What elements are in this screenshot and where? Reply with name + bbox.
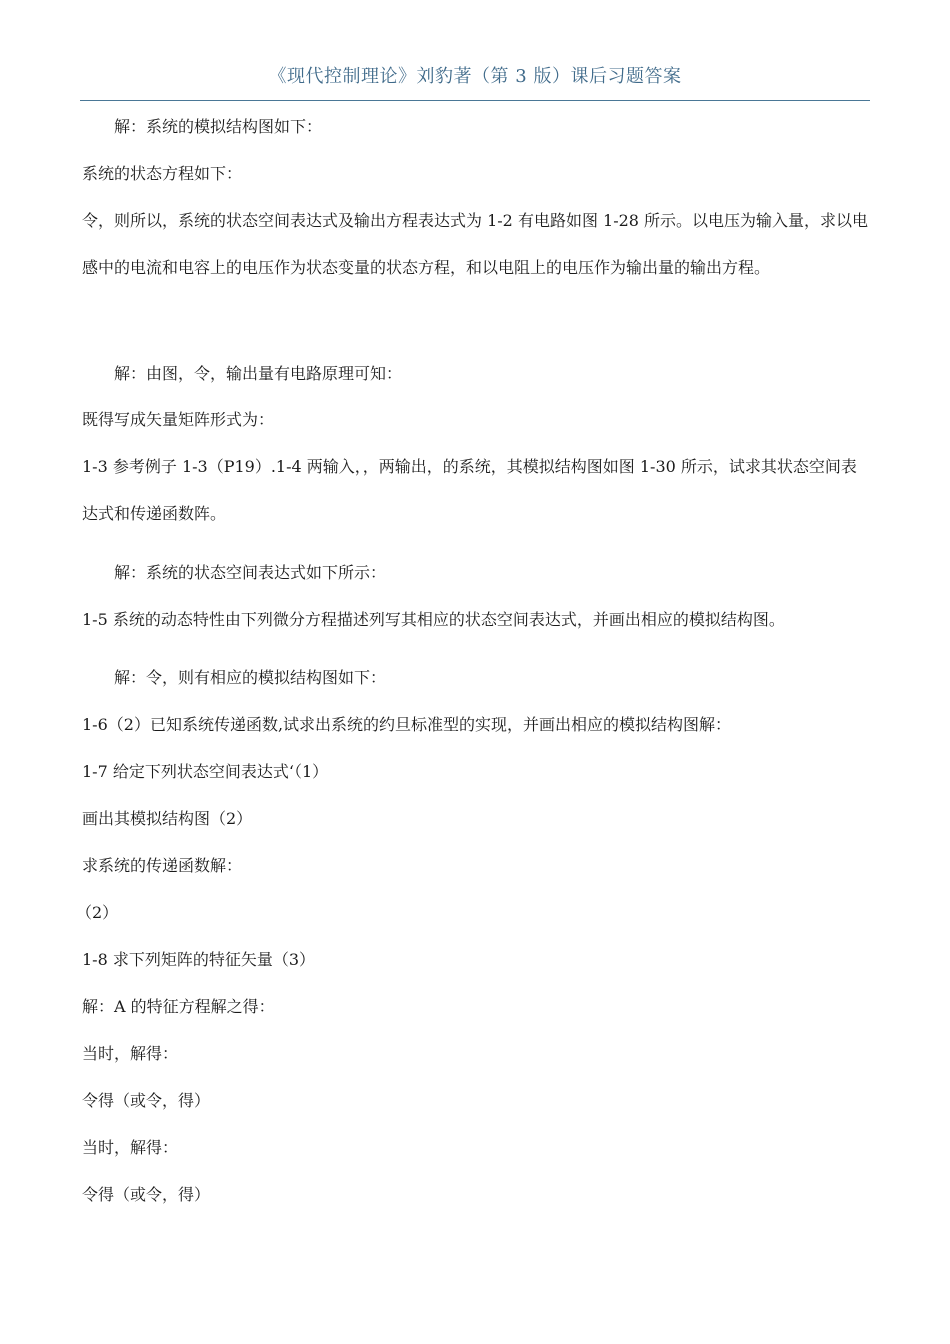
paragraph-solution-3: 解：系统的状态空间表达式如下所示：: [114, 563, 387, 582]
paragraph-problem-1-5: 1-5 系统的动态特性由下列微分方程描述列写其相应的状态空间表达式，并画出相应的模拟结构图。: [82, 610, 785, 629]
paragraph-draw-diagram: 画出其模拟结构图（2）: [82, 809, 253, 828]
paragraph-part-2: （2）: [76, 903, 119, 922]
paragraph-transfer-function: 求系统的传递函数解：: [82, 856, 243, 875]
paragraph-problem-1-2: 令，则所以，系统的状态空间表达式及输出方程表达式为 1-2 有电路如图 1-28 所示。以电压为输入量，求以电感中的电流和电容上的电压作为状态变量的状态方程，和以电阻上的电压作为输出量的输出方程。: [82, 211, 869, 277]
page-header-title: 《现代控制理论》刘豹著（第 3 版）课后习题答案: [268, 66, 682, 87]
paragraph-solution-2: 解：由图，令，输出量有电路原理可知：: [114, 364, 403, 383]
header-divider: [80, 100, 870, 101]
paragraph-let-1: 令得（或令，得）: [82, 1091, 211, 1110]
paragraph-let-2: 令得（或令，得）: [82, 1185, 211, 1204]
paragraph-solution-4: 解：令，则有相应的模拟结构图如下：: [114, 668, 387, 687]
paragraph-state-equation: 系统的状态方程如下：: [82, 164, 243, 183]
paragraph-problem-1-8: 1-8 求下列矩阵的特征矢量（3）: [82, 950, 316, 969]
paragraph-solution-1: 解：系统的模拟结构图如下：: [114, 117, 323, 136]
paragraph-problem-1-6: 1-6（2）已知系统传递函数,试求出系统的约旦标准型的实现，并画出相应的模拟结构图解：: [82, 715, 732, 734]
paragraph-case-1: 当时，解得：: [82, 1044, 179, 1063]
paragraph-matrix-form: 既得写成矢量矩阵形式为：: [82, 410, 275, 429]
paragraph-case-2: 当时，解得：: [82, 1138, 179, 1157]
paragraph-characteristic-eq: 解：A 的特征方程解之得：: [82, 997, 275, 1016]
paragraph-problem-1-7: 1-7 给定下列状态空间表达式‘（1）: [82, 762, 329, 781]
paragraph-problem-1-3-1-4: 1-3 参考例子 1-3（P19）.1-4 两输入，，两输出，的系统，其模拟结构图如图 1-30 所示，试求其状态空间表达式和传递函数阵。: [82, 457, 857, 523]
